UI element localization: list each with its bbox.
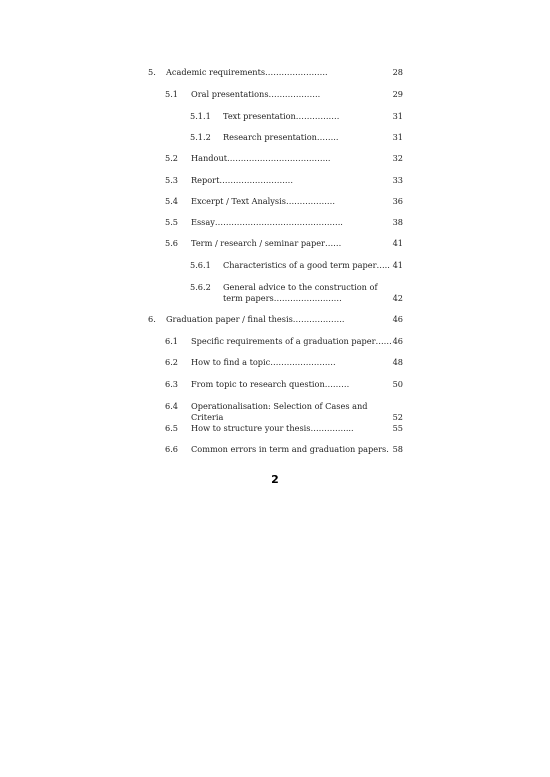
toc-page: 38 — [392, 217, 403, 227]
toc-page: 46 — [392, 314, 403, 324]
toc-title-continued: Criteria — [191, 412, 224, 422]
toc-title: From topic to research question……… — [191, 379, 350, 389]
toc-title: How to structure your thesis………….... — [191, 423, 354, 433]
toc-number: 6.3 — [165, 379, 179, 389]
toc-title: General advice to the construction of — [223, 282, 378, 292]
toc-page: 32 — [392, 153, 403, 163]
page-number: 2 — [271, 473, 279, 486]
toc-number: 5.6 — [165, 238, 179, 248]
toc-page: 42 — [392, 293, 403, 303]
toc-page: 58 — [392, 444, 403, 454]
toc-number: 5.6.1 — [190, 260, 211, 270]
toc-title: Term / research / seminar paper…… — [191, 238, 342, 248]
toc-number: 6. — [148, 314, 156, 324]
toc-page: 33 — [392, 175, 403, 185]
toc-title: Graduation paper / final thesis………………. — [166, 314, 345, 324]
toc-number: 5.2 — [165, 153, 179, 163]
toc-number: 6.5 — [165, 423, 179, 433]
toc-number: 5.4 — [165, 196, 179, 206]
toc-title: Specific requirements of a graduation paper…… — [191, 336, 392, 346]
toc-page: 55 — [392, 423, 403, 433]
toc-number: 6.2 — [165, 357, 179, 367]
toc-page: 29 — [392, 89, 403, 99]
toc-page: 36 — [392, 196, 403, 206]
toc-page: 31 — [392, 132, 403, 142]
toc-number: 5.1.2 — [190, 132, 211, 142]
toc-page: 31 — [392, 111, 403, 121]
toc-page: 28 — [392, 67, 403, 77]
toc-title: Characteristics of a good term paper….. — [223, 260, 390, 270]
toc-page: 50 — [392, 379, 403, 389]
toc-title: Excerpt / Text Analysis……………… — [191, 196, 336, 206]
toc-title: Essay……………………………………….. — [191, 217, 343, 227]
toc-title: Text presentation……………. — [223, 111, 340, 121]
toc-title: How to find a topic…………………… — [191, 357, 336, 367]
toc-number: 5.1.1 — [190, 111, 211, 121]
toc-title: Report……………………… — [191, 175, 294, 185]
toc-page: 41 — [392, 238, 403, 248]
toc-number: 5.1 — [165, 89, 179, 99]
toc-number: 5.6.2 — [190, 282, 211, 292]
toc-title: Common errors in term and graduation papers. — [191, 444, 389, 454]
toc-number: 6.4 — [165, 401, 179, 411]
toc-number: 5.5 — [165, 217, 179, 227]
toc-page: 52 — [392, 412, 403, 422]
toc-page: 41 — [392, 260, 403, 270]
toc-title: Academic requirements………………….. — [166, 67, 328, 77]
toc-number: 6.1 — [165, 336, 179, 346]
toc-title: Operationalisation: Selection of Cases and — [191, 401, 368, 411]
toc-title: Research presentation…….. — [223, 132, 339, 142]
toc-entry — [190, 282, 408, 304]
toc-page: 46 — [392, 336, 403, 346]
toc-title: Handout……………………………….. — [191, 153, 331, 163]
toc-title: Oral presentations………………. — [191, 89, 321, 99]
toc-title-continued: term papers……………….…… — [223, 293, 342, 303]
toc-page: 48 — [392, 357, 403, 367]
toc-number: 5. — [148, 67, 156, 77]
toc-entry — [165, 401, 408, 423]
toc-number: 5.3 — [165, 175, 179, 185]
toc-number: 6.6 — [165, 444, 179, 454]
